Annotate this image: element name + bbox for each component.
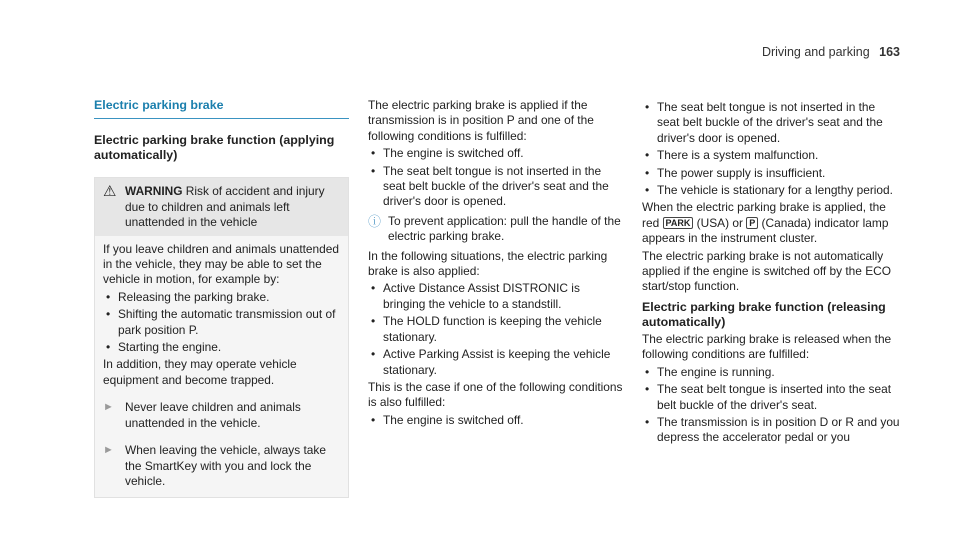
text: When the electric parking brake is applied, the red (642, 200, 886, 230)
paragraph: The electric parking brake is not automatically applied if the engine is switched off by the ECO start/stop function. (642, 248, 891, 294)
list-item: • The power supply is insufficient. (642, 166, 900, 181)
page-header (762, 45, 900, 59)
condition-list (642, 365, 900, 446)
list-item: • The transmission is in position D or R and you depress the accelerator pedal or you (642, 415, 900, 446)
list-item: • There is a system malfunction. (642, 148, 900, 163)
tip-text: To prevent application: pull the handle of the electric parking brake. (388, 213, 621, 244)
action-item (103, 400, 340, 431)
park-indicator-icon: PARK (663, 217, 694, 229)
warning-header (95, 178, 348, 235)
tip-note (368, 214, 624, 245)
column-1 (94, 98, 349, 498)
warning-triangle-icon: ⚠ (103, 183, 117, 201)
warning-body (95, 236, 348, 498)
p-indicator-icon: P (746, 217, 758, 229)
list-item: • Active Distance Assist DISTRONIC is bringing the vehicle to a standstill. (368, 281, 624, 312)
warning-intro: If you leave children and animals unattended in the vehicle, they may be able to set the vehicle in motion, for example by: (103, 241, 339, 287)
warning-text: Risk of accident and injury due to children and animals left unattended in the vehicle (125, 184, 325, 230)
condition-list (368, 413, 624, 428)
condition-list (368, 146, 624, 210)
action-arrow-icon: ► (103, 444, 114, 457)
paragraph: In the following situations, the electric parking brake is also applied: (368, 248, 608, 279)
list-item: • Starting the engine. (103, 340, 340, 355)
column-2 (368, 98, 624, 430)
tip-icon: ⓘ (368, 213, 382, 229)
list-item: • The seat belt tongue is inserted into the seat belt buckle of the driver's seat. (642, 382, 900, 413)
action-arrow-icon: ► (103, 401, 114, 414)
paragraph: This is the case if one of the following conditions is also fulfilled: (368, 379, 623, 410)
warning-after: In addition, they may operate vehicle equipment and become trapped. (103, 357, 297, 387)
subsection-title: Electric parking brake function (applying automatically) (94, 133, 335, 163)
list-item: • Active Parking Assist is keeping the vehicle stationary. (368, 347, 624, 378)
action-item (103, 443, 340, 489)
action-text: When leaving the vehicle, always take the SmartKey with you and lock the vehicle. (125, 443, 326, 488)
indicator-paragraph (642, 200, 900, 246)
list-item: • Shifting the automatic transmission out of park position P. (103, 307, 340, 338)
list-item: • The engine is switched off. (368, 146, 624, 161)
text: (Canada) indicator lamp appears in the instrument cluster. (642, 215, 889, 246)
section-title: Electric parking brake (94, 98, 349, 119)
list-item: • Releasing the parking brake. (103, 290, 340, 305)
subsection-title: Electric parking brake function (releasing automatically) (642, 299, 886, 329)
header-section: Driving and parking (761, 45, 870, 59)
list-item: • The seat belt tongue is not inserted in the seat belt buckle of the driver's seat and the driver's door is opened. (642, 100, 900, 146)
situation-list (368, 281, 624, 377)
list-item: • The engine is switched off. (368, 413, 624, 428)
list-item: • The seat belt tongue is not inserted in the seat belt buckle of the driver's seat and the driver's door is opened. (368, 164, 624, 210)
warning-box (94, 177, 349, 498)
condition-list (642, 100, 900, 198)
page-number: 163 (879, 45, 900, 59)
warning-list (103, 290, 340, 356)
list-item: • The vehicle is stationary for a lengthy period. (642, 183, 900, 198)
column-3 (642, 98, 900, 448)
warning-heading (125, 184, 340, 230)
action-text: Never leave children and animals unattended in the vehicle. (125, 400, 301, 430)
warning-label: WARNING (125, 184, 183, 199)
text: (USA) or (696, 215, 743, 230)
list-item: • The HOLD function is keeping the vehicle stationary. (368, 314, 624, 345)
list-item: • The engine is running. (642, 365, 900, 380)
paragraph: The electric parking brake is released when the following conditions are fulfilled: (642, 331, 892, 362)
paragraph: The electric parking brake is applied if the transmission is in position P and one of the following conditions is fulfilled: (368, 98, 594, 143)
